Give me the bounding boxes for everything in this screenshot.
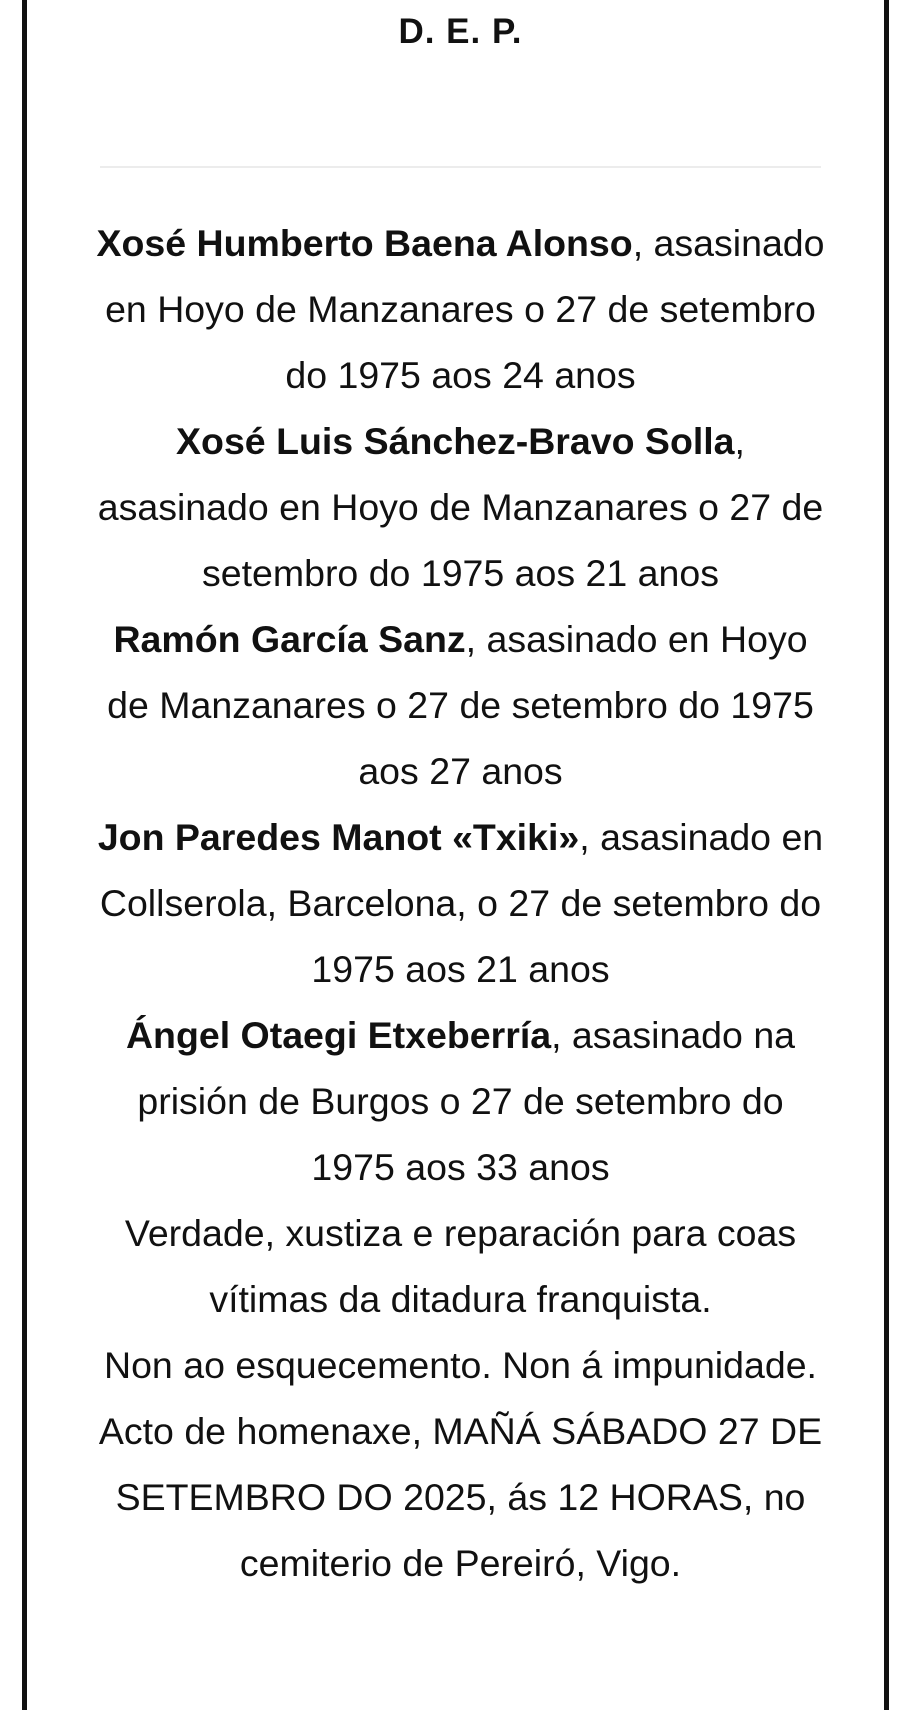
victim-detail: , asasinado en Hoyo de Manzanares o 27 de setembro do 1975 aos 27 anos <box>107 618 814 792</box>
memorial-text <box>96 210 825 1596</box>
divider <box>100 166 821 168</box>
victim-entry <box>96 408 825 606</box>
victim-entry <box>96 606 825 804</box>
event-announcement: Acto de homenaxe, MAÑÁ SÁBADO 27 DE SETEMBRO DO 2025, ás 12 HORAS, no cemiterio de Pereiró, Vigo. <box>98 1410 823 1584</box>
victim-name: Ángel Otaegi Etxeberría <box>125 1014 552 1056</box>
victim-entry <box>96 804 825 1002</box>
victim-name: Ramón García Sanz <box>113 618 466 660</box>
page-title: D. E. P. <box>398 12 523 51</box>
closing-demand: Verdade, xustiza e reparación para coas vítimas da ditadura franquista. <box>124 1212 797 1320</box>
victim-name: Xosé Humberto Baena Alonso <box>96 222 633 264</box>
victim-detail: , asasinado en Collserola, Barcelona, o 27 de setembro do 1975 aos 21 anos <box>99 816 824 990</box>
victim-entry <box>96 210 825 408</box>
victim-name: Jon Paredes Manot «Txiki» <box>97 816 580 858</box>
victim-name: Xosé Luis Sánchez-Bravo Solla <box>176 420 735 462</box>
victim-entry <box>96 1002 825 1200</box>
victim-detail: , asasinado en Hoyo de Manzanares o 27 de setembro do 1975 aos 21 anos <box>97 420 824 594</box>
closing-slogan: Non ao esquecemento. Non á impunidade. <box>104 1344 817 1386</box>
victim-detail: , asasinado en Hoyo de Manzanares o 27 de setembro do 1975 aos 24 anos <box>105 222 825 396</box>
victim-detail: , asasinado na prisión de Burgos o 27 de setembro do 1975 aos 33 anos <box>137 1014 796 1188</box>
